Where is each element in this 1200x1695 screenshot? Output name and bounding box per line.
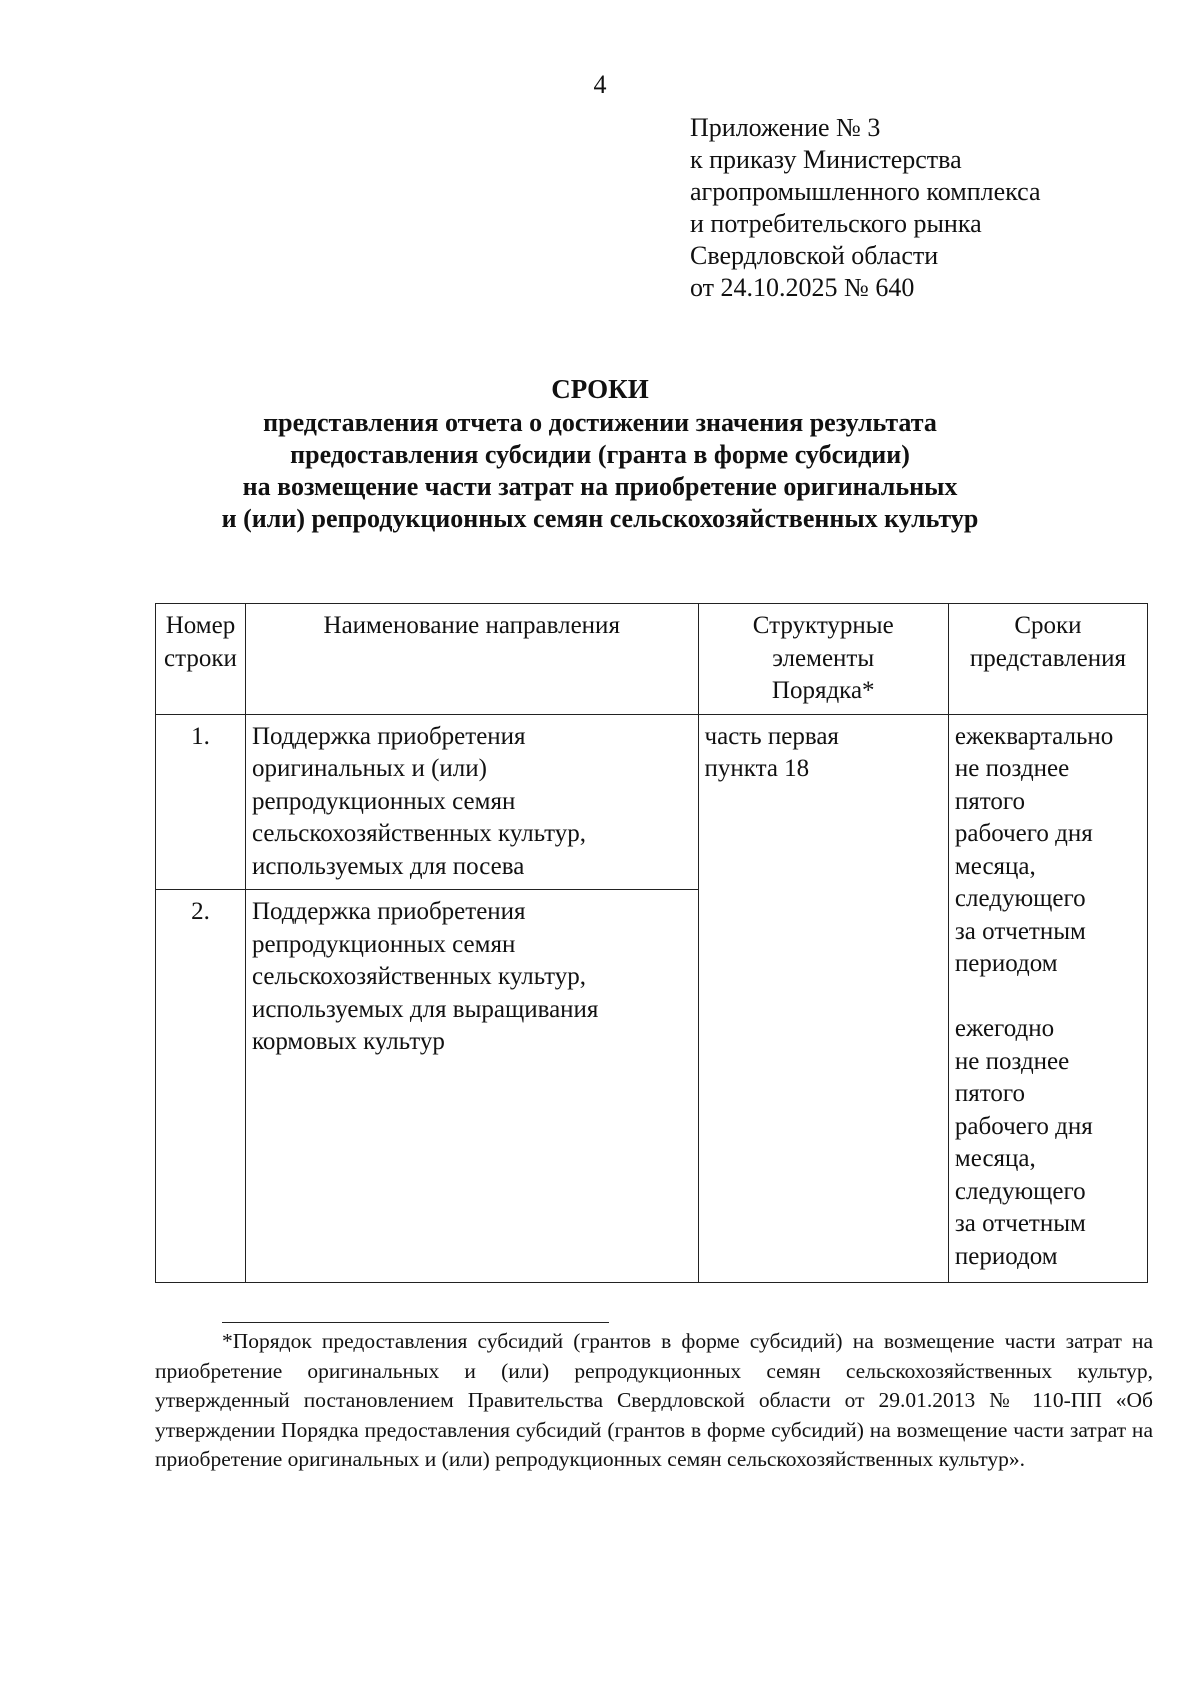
header-text: элементы (772, 644, 875, 672)
footnote: *Порядок предоставления субсидий (грантов в форме субсидий) на возмещение части затрат на приобретение оригинальных и (или) репродукционных семян сельскохозяйственных культур, утвержденный постановлением Правительства Свердловской области от 29.01.2013 № 110-ПП «Об утверждении Порядка предоставления субсидий (грантов в форме субсидий) на возмещение части затрат на приобретение оригинальных и (или) репродукционных семян сельскохозяйственных культур». (155, 1329, 1153, 1471)
cell-text: месяца, (954, 852, 1036, 880)
row-number-cell: 2. (156, 890, 246, 1283)
cell-text: Поддержка приобретения (251, 722, 526, 750)
appendix-line: Приложение № 3 (690, 113, 881, 142)
table-header-row (156, 604, 1148, 715)
paragraph-gap (955, 981, 1141, 1014)
cell-text: не позднее (954, 755, 1070, 782)
cell-text: рабочего дня (954, 820, 1093, 847)
document-title (0, 373, 1200, 535)
appendix-line: агропромышленного комплекса (690, 177, 1041, 206)
cell-text: ежеквартально (954, 722, 1114, 750)
cell-text: пятого (954, 1080, 1026, 1107)
cell-text: не позднее (954, 1047, 1070, 1075)
cell-text: месяца, (954, 1145, 1036, 1172)
header-submission-terms (948, 604, 1147, 715)
header-text: Наименование направления (323, 612, 620, 639)
cell-text: используемых для посева (251, 852, 525, 880)
cell-text: периодом (954, 950, 1058, 977)
appendix-block (690, 112, 1170, 304)
direction-name-cell (245, 890, 698, 1283)
page-number: 4 (593, 70, 607, 99)
cell-text: пятого (954, 787, 1026, 815)
cell-text: репродукционных семян (251, 930, 516, 958)
header-text: строки (164, 644, 237, 672)
cell-text: за отчетным (954, 1210, 1086, 1237)
title-line: предоставления субсидии (гранта в форме субсидии) (290, 440, 910, 469)
deadlines-table (155, 603, 1148, 1283)
appendix-line: от 24.10.2025 № 640 (690, 273, 915, 302)
cell-text: сельскохозяйственных культур, (251, 963, 587, 990)
cell-text: используемых для выращивания (251, 995, 599, 1023)
cell-text: сельскохозяйственных культур, (251, 820, 587, 847)
header-structural-elements (698, 604, 948, 715)
cell-text: репродукционных семян (251, 787, 516, 815)
appendix-line: к приказу Министерства (690, 145, 962, 174)
structural-elements-cell (698, 714, 948, 1283)
cell-text: кормовых культур (251, 1028, 445, 1055)
header-text: Сроки (1014, 612, 1082, 639)
appendix-line: Свердловской области (690, 241, 939, 270)
header-direction-name (245, 604, 698, 715)
footnote-divider (222, 1322, 609, 1323)
title-line: и (или) репродукционных семян сельскохозяйственных культур (221, 504, 979, 533)
row-number-cell: 1. (156, 714, 246, 890)
header-row-number (156, 604, 246, 715)
title-line: представления отчета о достижении значения результата (263, 408, 937, 437)
cell-text: периодом (954, 1242, 1058, 1270)
cell-text: пункта 18 (704, 755, 810, 782)
cell-text: Поддержка приобретения (251, 898, 526, 925)
cell-text: часть первая (704, 722, 839, 750)
cell-text: ежегодно (954, 1015, 1055, 1042)
title-heading: СРОКИ (551, 374, 649, 404)
title-line: на возмещение части затрат на приобретение оригинальных (242, 472, 958, 501)
cell-text: следующего (954, 1177, 1086, 1205)
header-text: представления (969, 644, 1126, 672)
table-row (156, 714, 1148, 890)
direction-name-cell (245, 714, 698, 890)
submission-terms-cell (948, 714, 1147, 1283)
header-text: Номер (165, 612, 236, 639)
appendix-line: и потребительского рынка (690, 209, 982, 238)
cell-text: оригинальных и (или) (251, 755, 487, 782)
cell-text: следующего (954, 885, 1086, 912)
cell-text: за отчетным (954, 917, 1086, 945)
cell-text: рабочего дня (954, 1112, 1093, 1140)
header-text: Структурные (752, 612, 894, 639)
header-text: Порядка* (771, 677, 875, 704)
